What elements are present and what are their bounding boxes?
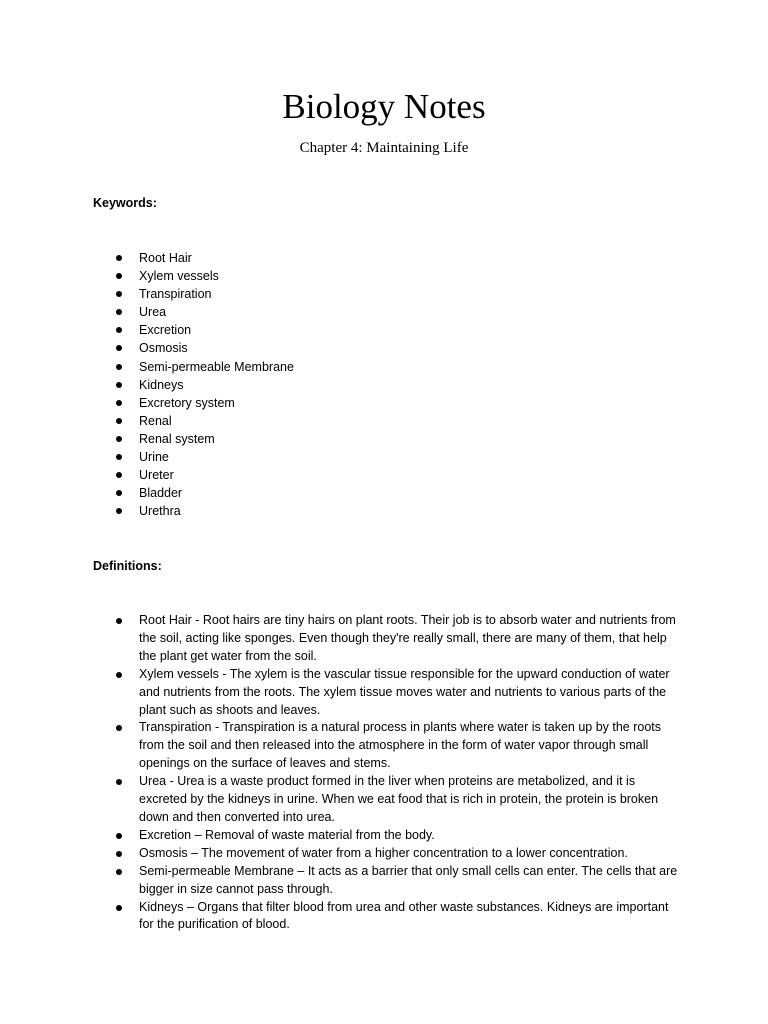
keyword-item: [0, 502, 680, 520]
bullet-icon: [116, 255, 122, 261]
definition-item-text: Transpiration - Transpiration is a natural process in plants where water is taken up by the roots from the soil and then released into the atmosphere in the form of water vapor through small openings on the surface of leaves and stems.: [139, 720, 662, 771]
keyword-item: [0, 303, 680, 321]
bullet-icon: [116, 327, 122, 333]
bullet-icon: [116, 291, 122, 297]
keyword-item-text: Bladder: [139, 486, 183, 501]
definition-item-text: Urea - Urea is a waste product formed in the liver when proteins are metabolized, and it is excreted by the kidneys in urine. When we eat food that is rich in protein, the protein is broken down and then converted into urea.: [139, 774, 659, 824]
keyword-item-text: Excretion: [139, 323, 192, 338]
keyword-item-text: Renal: [139, 413, 172, 428]
page-title: Biology Notes: [282, 87, 486, 126]
keyword-item-text: Osmosis: [139, 341, 188, 356]
definition-item-text: Osmosis – The movement of water from a higher concentration to a lower concentration.: [139, 845, 628, 860]
keyword-item-text: Root Hair: [139, 251, 192, 265]
definition-item: [0, 719, 680, 773]
bullet-icon: [116, 833, 122, 839]
keyword-item: [0, 430, 680, 448]
bullet-icon: [116, 436, 122, 442]
definition-list: [0, 612, 680, 934]
bullet-icon: [116, 618, 122, 624]
bullet-icon: [116, 490, 122, 496]
keyword-item-text: Kidneys: [139, 377, 184, 392]
definitions-heading: Definitions:: [93, 559, 162, 573]
definition-item-text: Root Hair - Root hairs are tiny hairs on plant roots. Their job is to absorb water and nutrients from the soil, acting like sponges. Even though they're really small, there are many of them, that help the plant get water from the soil.: [139, 613, 676, 663]
keyword-item-text: Xylem vessels: [139, 269, 219, 284]
bullet-icon: [116, 345, 122, 351]
keyword-item: [0, 376, 680, 394]
keyword-item-text: Ureter: [139, 468, 174, 483]
definition-item: [0, 773, 680, 827]
keyword-item: [0, 484, 680, 502]
definition-item-text: Xylem vessels - The xylem is the vascular tissue responsible for the upward conduction of water and nutrients from the roots. The xylem tissue moves water and nutrients to various parts of the plant such as shoots and leaves.: [139, 666, 670, 717]
definition-item: [0, 845, 680, 863]
definition-item-text: Excretion – Removal of waste material from the body.: [139, 827, 435, 842]
keywords-heading: Keywords:: [93, 196, 157, 210]
keyword-item: [0, 339, 680, 357]
keyword-item: [0, 466, 680, 484]
bullet-icon: [116, 454, 122, 460]
keyword-item-text: Renal system: [139, 431, 215, 446]
bullet-icon: [116, 382, 122, 388]
keyword-item: [0, 394, 680, 412]
bullet-icon: [116, 364, 122, 370]
bullet-icon: [116, 851, 122, 857]
bullet-icon: [116, 309, 122, 315]
bullet-icon: [116, 400, 122, 406]
definition-item: [0, 899, 680, 935]
keyword-item: [0, 267, 680, 285]
keyword-item: [0, 448, 680, 466]
keyword-item: [0, 285, 680, 303]
definition-item: [0, 666, 680, 720]
definition-item-text: Semi-permeable Membrane – It acts as a barrier that only small cells can enter. The cells that are bigger in size cannot pass through.: [139, 863, 678, 896]
keyword-item: [0, 321, 680, 339]
definition-item-text: Kidneys – Organs that filter blood from urea and other waste substances. Kidneys are important for the purification of blood.: [139, 899, 669, 932]
keyword-list: [0, 249, 680, 520]
keyword-item-text: Urine: [139, 450, 169, 465]
keyword-item: [0, 249, 680, 267]
bullet-icon: [116, 672, 122, 678]
bullet-icon: [116, 273, 122, 279]
chapter-subtitle: Chapter 4: Maintaining Life: [299, 140, 469, 156]
bullet-icon: [116, 779, 122, 785]
keyword-item-text: Semi-permeable Membrane: [139, 359, 294, 374]
bullet-icon: [116, 472, 122, 478]
bullet-icon: [116, 725, 122, 731]
keyword-item-text: Urethra: [139, 504, 181, 519]
bullet-icon: [116, 508, 122, 514]
keyword-item: [0, 412, 680, 430]
bullet-icon: [116, 418, 122, 424]
bullet-icon: [116, 905, 122, 911]
keyword-item-text: Excretory system: [139, 395, 235, 410]
keyword-item-text: Transpiration: [139, 287, 212, 302]
keyword-item-text: Urea: [139, 305, 167, 320]
keyword-item: [0, 358, 680, 376]
definition-item: [0, 863, 680, 899]
bullet-icon: [116, 869, 122, 875]
definition-item: [0, 827, 680, 845]
definition-item: [0, 612, 680, 666]
